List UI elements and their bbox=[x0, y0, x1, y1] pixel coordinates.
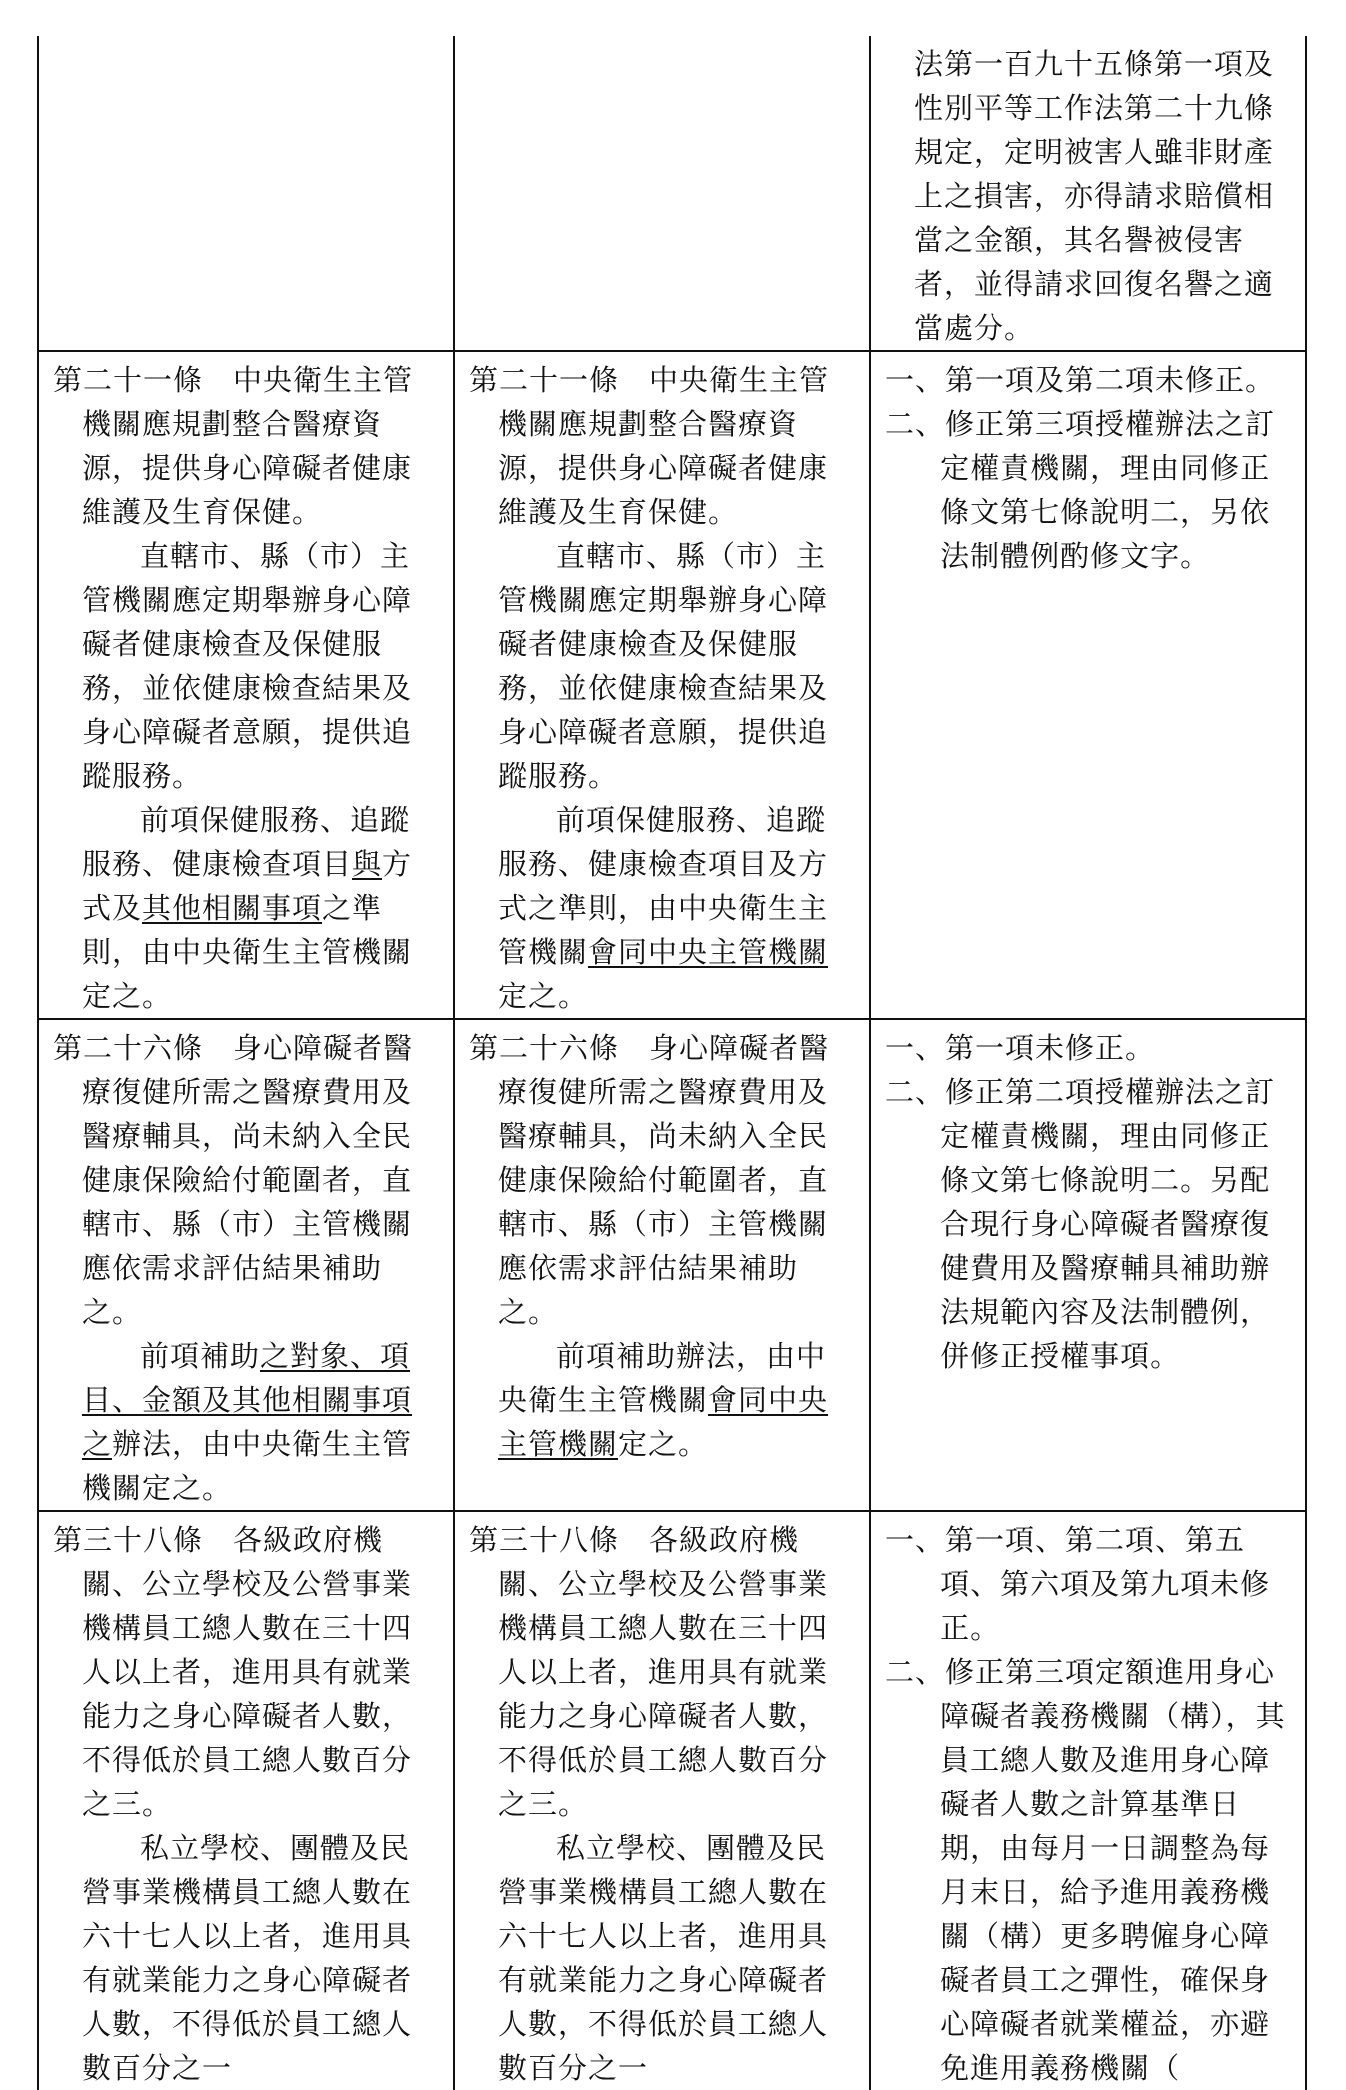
article-paragraph bbox=[469, 1518, 855, 1826]
text-segment: 一、第一項未修正。 bbox=[885, 1031, 1156, 1065]
row-article-38 bbox=[38, 1511, 1306, 2090]
current-text-cell bbox=[38, 1511, 454, 2090]
text-segment: 二、修正第三項定額進用身心障礙者義務機關（構），其員工總人數及進用身心障礙者人數之計算基準日期，由每月一日調整為每月末日，給予進用義務機關（構）更多聘僱身心障礙者員工之彈性，確保身心障礙者就業權益，亦避免進用義務機關（ bbox=[885, 1655, 1286, 2085]
text-segment: 直轄市、縣（市）主管機關應定期舉辦身心障礙者健康檢查及保健服務，並依健康檢查結果及身心障礙者意願，提供追蹤服務。 bbox=[82, 539, 413, 793]
article-paragraph bbox=[469, 1026, 855, 1334]
amended-text: 其他相關事項 bbox=[142, 891, 323, 925]
article-paragraph bbox=[53, 1026, 439, 1334]
row-article-21 bbox=[38, 351, 1306, 1019]
table-body bbox=[38, 36, 1306, 2090]
text-segment: 第三十八條 各級政府機關、公立學校及公營事業機構員工總人數在三十四人以上者，進用具有就業能力之身心障礙者人數，不得低於員工總人數百分之三。 bbox=[469, 1523, 829, 1821]
text-segment: 二、修正第二項授權辦法之訂定權責機關，理由同修正條文第七條說明二。另配合現行身心障礙者醫療復健費用及醫療輔具補助辦法規範內容及法制體例，併修正授權事項。 bbox=[885, 1075, 1276, 1373]
current-text-cell bbox=[38, 351, 454, 1019]
article-paragraph bbox=[53, 534, 439, 798]
text-segment: 私立學校、團體及民營事業機構員工總人數在六十七人以上者，進用具有就業能力之身心障礙者人數，不得低於員工總人數百分之一 bbox=[498, 1831, 829, 2085]
text-segment: 辦法，由中央衛生主管機關定之。 bbox=[82, 1427, 413, 1505]
row-continuation bbox=[38, 36, 1306, 351]
article-paragraph bbox=[469, 358, 855, 534]
amended-text: 與 bbox=[352, 847, 383, 881]
current-text-cell bbox=[38, 1019, 454, 1511]
article-paragraph bbox=[53, 358, 439, 534]
text-segment: 私立學校、團體及民營事業機構員工總人數在六十七人以上者，進用具有就業能力之身心障礙者人數，不得低於員工總人數百分之一 bbox=[82, 1831, 413, 2085]
proposed-text-cell bbox=[454, 351, 870, 1019]
article-paragraph bbox=[469, 1334, 855, 1466]
article-paragraph bbox=[53, 1826, 439, 2090]
amended-text: 會同中央主管機關 bbox=[498, 1383, 829, 1461]
amended-text: 會同中央主管機關 bbox=[588, 935, 829, 969]
text-segment: 第二十一條 中央衛生主管機關應規劃整合醫療資源，提供身心障礙者健康維護及生育保健。 bbox=[53, 363, 414, 529]
text-segment: 定之。 bbox=[618, 1427, 709, 1461]
text-segment: 前項補助 bbox=[140, 1339, 261, 1373]
article-paragraph bbox=[469, 1826, 855, 2090]
text-segment: 法第一百九十五條第一項及性別平等工作法第二十九條規定，定明被害人雖非財產上之損害，亦得請求賠償相當之金額，其名譽被侵害者，並得請求回復名譽之適當處分。 bbox=[914, 47, 1275, 345]
explanation-cell bbox=[870, 36, 1306, 351]
explanation-cell bbox=[870, 351, 1306, 1019]
explanation-item bbox=[885, 1070, 1291, 1378]
explanation-item bbox=[885, 402, 1291, 578]
proposed-text-cell bbox=[454, 36, 870, 351]
article-paragraph bbox=[885, 42, 1291, 350]
proposed-text-cell bbox=[454, 1511, 870, 2090]
text-segment: 第三十八條 各級政府機關、公立學校及公營事業機構員工總人數在三十四人以上者，進用具有就業能力之身心障礙者人數，不得低於員工總人數百分之三。 bbox=[53, 1523, 413, 1821]
text-segment: 第二十六條 身心障礙者醫療復健所需之醫療費用及醫療輔具，尚未納入全民健康保險給付範圍者，直轄市、縣（市）主管機關應依需求評估結果補助之。 bbox=[53, 1031, 414, 1329]
explanation-item bbox=[885, 358, 1291, 402]
text-segment: 方式及 bbox=[82, 847, 413, 925]
article-paragraph bbox=[469, 534, 855, 798]
amended-text: 之對象、項目、金額及其他相關事項之 bbox=[82, 1339, 413, 1461]
explanation-cell bbox=[870, 1019, 1306, 1511]
article-paragraph bbox=[53, 1518, 439, 1826]
explanation-item bbox=[885, 1650, 1291, 2090]
text-segment: 直轄市、縣（市）主管機關應定期舉辦身心障礙者健康檢查及保健服務，並依健康檢查結果及身心障礙者意願，提供追蹤服務。 bbox=[498, 539, 829, 793]
text-segment: 二、修正第三項授權辦法之訂定權責機關，理由同修正條文第七條說明二，另依法制體例酌修文字。 bbox=[885, 407, 1276, 573]
article-paragraph bbox=[53, 1334, 439, 1510]
text-segment: 一、第一項、第二項、第五項、第六項及第九項未修正。 bbox=[885, 1523, 1271, 1645]
text-segment: 第二十六條 身心障礙者醫療復健所需之醫療費用及醫療輔具，尚未納入全民健康保險給付範圍者，直轄市、縣（市）主管機關應依需求評估結果補助之。 bbox=[469, 1031, 830, 1329]
text-segment: 第二十一條 中央衛生主管機關應規劃整合醫療資源，提供身心障礙者健康維護及生育保健。 bbox=[469, 363, 830, 529]
text-segment: 前項保健服務、追蹤服務、健康檢查項目及方式之準則，由中央衛生主管機關 bbox=[498, 803, 829, 969]
article-paragraph bbox=[53, 798, 439, 1018]
proposed-text-cell bbox=[454, 1019, 870, 1511]
text-segment: 定之。 bbox=[498, 979, 589, 1013]
explanation-item bbox=[885, 1518, 1291, 1650]
explanation-item bbox=[885, 1026, 1291, 1070]
current-text-cell bbox=[38, 36, 454, 351]
text-segment: 之準則，由中央衛生主管機關定之。 bbox=[82, 891, 413, 1013]
text-segment: 前項補助辦法，由中央衛生主管機關 bbox=[498, 1339, 827, 1417]
article-paragraph bbox=[469, 798, 855, 1018]
text-segment: 前項保健服務、追蹤服務、健康檢查項目 bbox=[82, 803, 411, 881]
comparison-table bbox=[37, 36, 1307, 2090]
text-segment: 一、第一項及第二項未修正。 bbox=[885, 363, 1276, 397]
explanation-cell bbox=[870, 1511, 1306, 2090]
row-article-26 bbox=[38, 1019, 1306, 1511]
